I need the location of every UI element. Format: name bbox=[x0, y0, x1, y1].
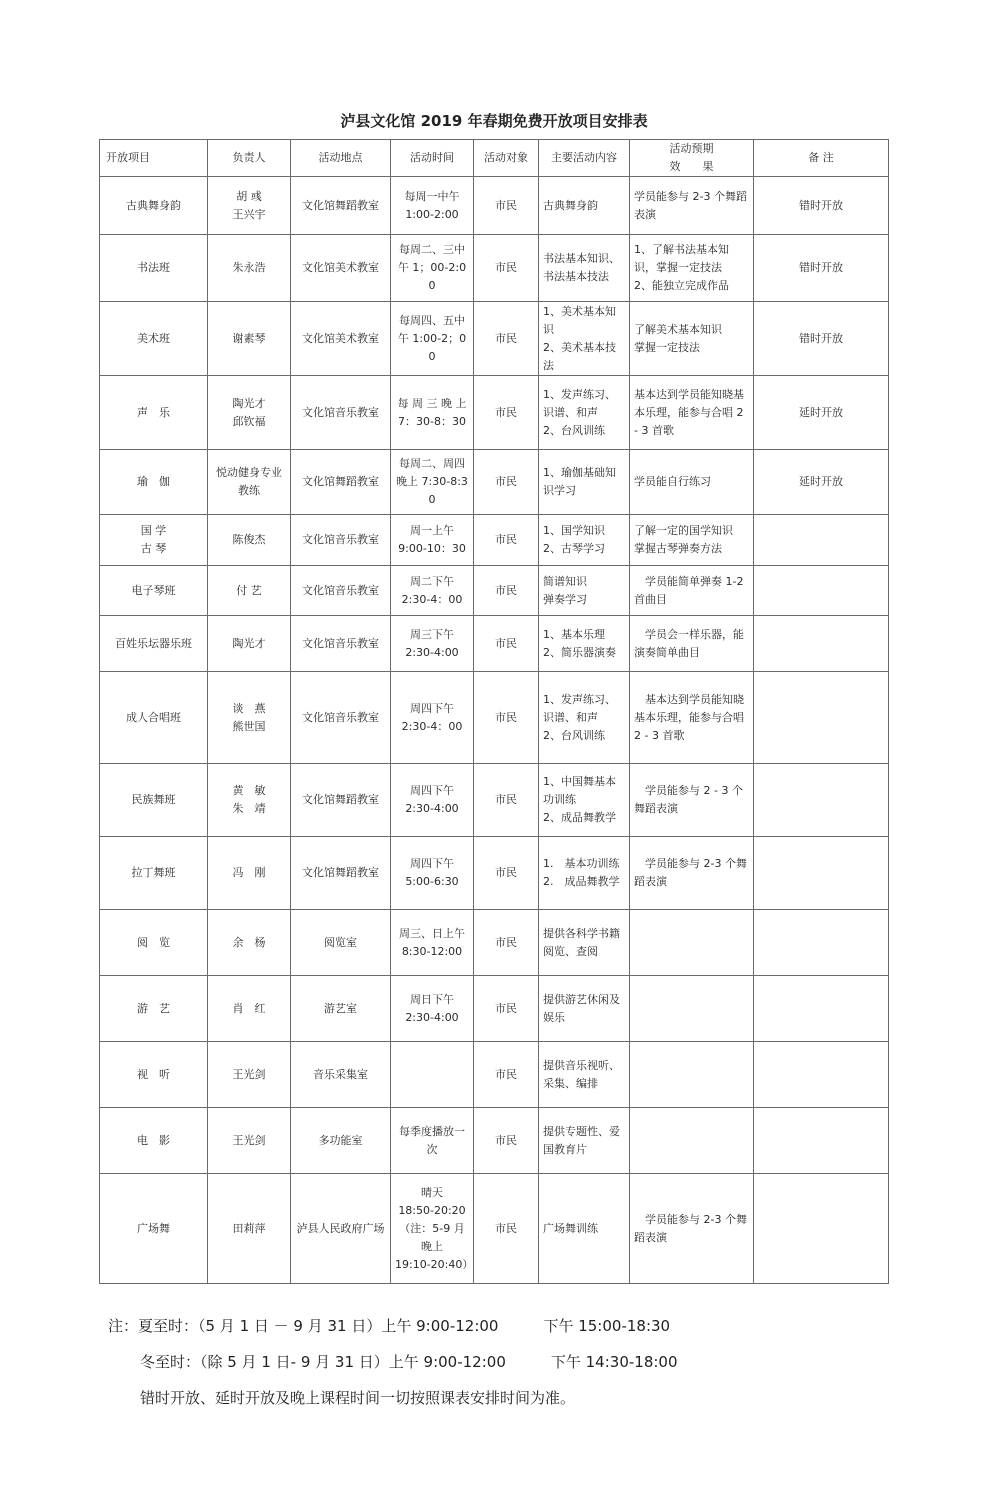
cell-target: 市民 bbox=[474, 177, 539, 235]
cell-remark bbox=[754, 515, 889, 566]
cell-time: 周二下午 2:30-4：00 bbox=[391, 566, 474, 616]
cell-effect: 学员能简单弹奏 1-2 首曲目 bbox=[630, 566, 754, 616]
cell-time: 周四下午 5:00-6:30 bbox=[391, 837, 474, 910]
cell-time: 每周一中午 1:00-2:00 bbox=[391, 177, 474, 235]
cell-effect bbox=[630, 910, 754, 976]
cell-target: 市民 bbox=[474, 616, 539, 672]
cell-target: 市民 bbox=[474, 302, 539, 376]
cell-project: 成人合唱班 bbox=[100, 672, 208, 764]
cell-place: 音乐采集室 bbox=[291, 1042, 391, 1108]
document-title: 泸县文化馆 2019 年春期免费开放项目安排表 bbox=[340, 112, 648, 130]
cell-project: 瑜 伽 bbox=[100, 450, 208, 515]
cell-target: 市民 bbox=[474, 566, 539, 616]
cell-place: 文化馆音乐教室 bbox=[291, 566, 391, 616]
header-content: 主要活动内容 bbox=[539, 140, 630, 177]
cell-time bbox=[391, 1042, 474, 1108]
table-row bbox=[100, 976, 889, 1042]
note-general: 错时开放、延时开放及晚上课程时间一切按照课表安排时间为准。 bbox=[140, 1389, 576, 1407]
cell-remark bbox=[754, 837, 889, 910]
cell-place: 文化馆音乐教室 bbox=[291, 616, 391, 672]
cell-time: 周三、日上午 8:30-12:00 bbox=[391, 910, 474, 976]
cell-content: 1、中国舞基本功训练 2、成品舞教学 bbox=[539, 764, 630, 837]
cell-content: 广场舞训练 bbox=[539, 1174, 630, 1284]
cell-project: 游 艺 bbox=[100, 976, 208, 1042]
table-row bbox=[100, 376, 889, 450]
cell-leader: 陶光才 邱钦福 bbox=[208, 376, 291, 450]
cell-effect: 学员能参与 2-3 个舞蹈表演 bbox=[630, 177, 754, 235]
header-project: 开放项目 bbox=[100, 140, 208, 177]
table-row bbox=[100, 235, 889, 302]
cell-target: 市民 bbox=[474, 837, 539, 910]
cell-target: 市民 bbox=[474, 764, 539, 837]
cell-remark: 错时开放 bbox=[754, 235, 889, 302]
cell-project: 书法班 bbox=[100, 235, 208, 302]
schedule-body bbox=[100, 177, 889, 1284]
cell-remark bbox=[754, 672, 889, 764]
cell-effect: 了解美术基本知识 掌握一定技法 bbox=[630, 302, 754, 376]
header-target: 活动对象 bbox=[474, 140, 539, 177]
cell-content: 1、美术基本知识 2、美术基本技法 bbox=[539, 302, 630, 376]
cell-content: 书法基本知识、书法基本技法 bbox=[539, 235, 630, 302]
header-remark: 备 注 bbox=[754, 140, 889, 177]
cell-time: 每季度播放一次 bbox=[391, 1108, 474, 1174]
cell-content: 1、基本乐理 2、简乐器演奏 bbox=[539, 616, 630, 672]
cell-leader: 朱永浩 bbox=[208, 235, 291, 302]
cell-leader: 付 艺 bbox=[208, 566, 291, 616]
cell-time: 周四下午 2:30-4：00 bbox=[391, 672, 474, 764]
table-row bbox=[100, 515, 889, 566]
cell-leader: 陈俊杰 bbox=[208, 515, 291, 566]
cell-target: 市民 bbox=[474, 976, 539, 1042]
cell-project: 古典舞身韵 bbox=[100, 177, 208, 235]
cell-project: 视 听 bbox=[100, 1042, 208, 1108]
cell-content: 1、瑜伽基础知识学习 bbox=[539, 450, 630, 515]
cell-content: 简谱知识 弹奏学习 bbox=[539, 566, 630, 616]
cell-effect: 1、了解书法基本知识，掌握一定技法 2、能独立完成作品 bbox=[630, 235, 754, 302]
cell-time: 每周四、五中午 1:00-2；00 bbox=[391, 302, 474, 376]
table-row bbox=[100, 302, 889, 376]
cell-place: 文化馆美术教室 bbox=[291, 235, 391, 302]
cell-leader: 胡 彧 王兴宇 bbox=[208, 177, 291, 235]
cell-effect bbox=[630, 976, 754, 1042]
cell-remark bbox=[754, 1042, 889, 1108]
table-row bbox=[100, 764, 889, 837]
cell-time: 晴天 18:50-20:20 （注：5-9 月晚上 19:10-20:40） bbox=[391, 1174, 474, 1284]
cell-remark: 错时开放 bbox=[754, 302, 889, 376]
table-row bbox=[100, 177, 889, 235]
cell-leader: 肖 红 bbox=[208, 976, 291, 1042]
cell-place: 泸县人民政府广场 bbox=[291, 1174, 391, 1284]
cell-leader: 田莉萍 bbox=[208, 1174, 291, 1284]
cell-remark bbox=[754, 764, 889, 837]
note-summer: 注：夏至时：（5 月 1 日 － 9 月 31 日）上午 9:00-12:00 下午 15:00-18:30 bbox=[108, 1317, 671, 1335]
cell-target: 市民 bbox=[474, 376, 539, 450]
header-leader: 负责人 bbox=[208, 140, 291, 177]
cell-content: 提供各科学书籍阅览、查阅 bbox=[539, 910, 630, 976]
cell-remark bbox=[754, 616, 889, 672]
cell-remark bbox=[754, 1174, 889, 1284]
cell-time: 周四下午 2:30-4:00 bbox=[391, 764, 474, 837]
cell-target: 市民 bbox=[474, 1042, 539, 1108]
table-row bbox=[100, 616, 889, 672]
table-row bbox=[100, 837, 889, 910]
cell-project: 广场舞 bbox=[100, 1174, 208, 1284]
cell-content: 提供音乐视听、采集、编排 bbox=[539, 1042, 630, 1108]
cell-time: 每 周 三 晚 上 7：30-8：30 bbox=[391, 376, 474, 450]
cell-effect: 了解一定的国学知识 掌握古琴弹奏方法 bbox=[630, 515, 754, 566]
cell-content: 1、发声练习、识谱、和声 2、台风训练 bbox=[539, 672, 630, 764]
cell-place: 文化馆美术教室 bbox=[291, 302, 391, 376]
cell-remark bbox=[754, 910, 889, 976]
cell-effect: 学员能参与 2 - 3 个舞蹈表演 bbox=[630, 764, 754, 837]
cell-target: 市民 bbox=[474, 910, 539, 976]
table-row bbox=[100, 1108, 889, 1174]
cell-content: 1. 基本功训练 2. 成品舞教学 bbox=[539, 837, 630, 910]
note-winter: 冬至时：（除 5 月 1 日- 9 月 31 日）上午 9:00-12:00 下午 14:30-18:00 bbox=[140, 1353, 678, 1371]
cell-place: 文化馆舞蹈教室 bbox=[291, 764, 391, 837]
cell-place: 文化馆音乐教室 bbox=[291, 672, 391, 764]
cell-place: 文化馆舞蹈教室 bbox=[291, 450, 391, 515]
cell-leader: 谈 燕 熊世国 bbox=[208, 672, 291, 764]
cell-time: 周一上午 9:00-10：30 bbox=[391, 515, 474, 566]
cell-content: 1、发声练习、识谱、和声 2、台风训练 bbox=[539, 376, 630, 450]
cell-effect bbox=[630, 1042, 754, 1108]
table-row bbox=[100, 672, 889, 764]
cell-project: 阅 览 bbox=[100, 910, 208, 976]
table-row bbox=[100, 566, 889, 616]
cell-leader: 王光剑 bbox=[208, 1108, 291, 1174]
cell-project: 百姓乐坛器乐班 bbox=[100, 616, 208, 672]
notes bbox=[108, 1308, 908, 1416]
cell-time: 周日下午 2:30-4:00 bbox=[391, 976, 474, 1042]
cell-content: 1、国学知识 2、古琴学习 bbox=[539, 515, 630, 566]
cell-place: 阅览室 bbox=[291, 910, 391, 976]
cell-place: 游艺室 bbox=[291, 976, 391, 1042]
cell-target: 市民 bbox=[474, 1174, 539, 1284]
cell-effect: 学员能自行练习 bbox=[630, 450, 754, 515]
header-time: 活动时间 bbox=[391, 140, 474, 177]
cell-remark bbox=[754, 566, 889, 616]
cell-project: 声 乐 bbox=[100, 376, 208, 450]
cell-time: 每周二、周四晚上 7:30-8:30 bbox=[391, 450, 474, 515]
cell-leader: 陶光才 bbox=[208, 616, 291, 672]
cell-remark bbox=[754, 1108, 889, 1174]
table-row bbox=[100, 1042, 889, 1108]
cell-project: 电 影 bbox=[100, 1108, 208, 1174]
cell-effect bbox=[630, 1108, 754, 1174]
cell-time: 周三下午 2:30-4:00 bbox=[391, 616, 474, 672]
cell-target: 市民 bbox=[474, 1108, 539, 1174]
cell-place: 文化馆音乐教室 bbox=[291, 515, 391, 566]
cell-time: 每周二、三中午 1；00-2:00 bbox=[391, 235, 474, 302]
cell-place: 文化馆舞蹈教室 bbox=[291, 837, 391, 910]
cell-target: 市民 bbox=[474, 515, 539, 566]
cell-project: 美术班 bbox=[100, 302, 208, 376]
cell-effect: 学员能参与 2-3 个舞蹈表演 bbox=[630, 1174, 754, 1284]
cell-content: 古典舞身韵 bbox=[539, 177, 630, 235]
cell-content: 提供专题性、爱国教育片 bbox=[539, 1108, 630, 1174]
cell-leader: 谢素琴 bbox=[208, 302, 291, 376]
cell-leader: 王光剑 bbox=[208, 1042, 291, 1108]
table-row bbox=[100, 450, 889, 515]
cell-effect: 学员会一样乐器，能演奏简单曲目 bbox=[630, 616, 754, 672]
cell-effect: 基本达到学员能知晓基本乐理，能参与合唱 2 - 3 首歌 bbox=[630, 376, 754, 450]
cell-place: 文化馆舞蹈教室 bbox=[291, 177, 391, 235]
table-row bbox=[100, 910, 889, 976]
cell-leader: 黄 敏 朱 靖 bbox=[208, 764, 291, 837]
cell-remark: 延时开放 bbox=[754, 376, 889, 450]
cell-effect: 基本达到学员能知晓基本乐理，能参与合唱 2 - 3 首歌 bbox=[630, 672, 754, 764]
cell-leader: 悦动健身专业教练 bbox=[208, 450, 291, 515]
cell-target: 市民 bbox=[474, 235, 539, 302]
cell-target: 市民 bbox=[474, 672, 539, 764]
cell-place: 多功能室 bbox=[291, 1108, 391, 1174]
cell-target: 市民 bbox=[474, 450, 539, 515]
cell-leader: 冯 刚 bbox=[208, 837, 291, 910]
cell-place: 文化馆音乐教室 bbox=[291, 376, 391, 450]
cell-project: 民族舞班 bbox=[100, 764, 208, 837]
cell-content: 提供游艺休闲及娱乐 bbox=[539, 976, 630, 1042]
cell-remark: 延时开放 bbox=[754, 450, 889, 515]
header-effect: 活动预期 效 果 bbox=[630, 140, 754, 177]
cell-project: 拉丁舞班 bbox=[100, 837, 208, 910]
table-row bbox=[100, 1174, 889, 1284]
cell-project: 电子琴班 bbox=[100, 566, 208, 616]
cell-remark bbox=[754, 976, 889, 1042]
cell-effect: 学员能参与 2-3 个舞蹈表演 bbox=[630, 837, 754, 910]
header-row bbox=[100, 140, 889, 177]
cell-remark: 错时开放 bbox=[754, 177, 889, 235]
header-place: 活动地点 bbox=[291, 140, 391, 177]
cell-project: 国 学 古 琴 bbox=[100, 515, 208, 566]
schedule-table bbox=[99, 139, 889, 1284]
cell-leader: 余 杨 bbox=[208, 910, 291, 976]
